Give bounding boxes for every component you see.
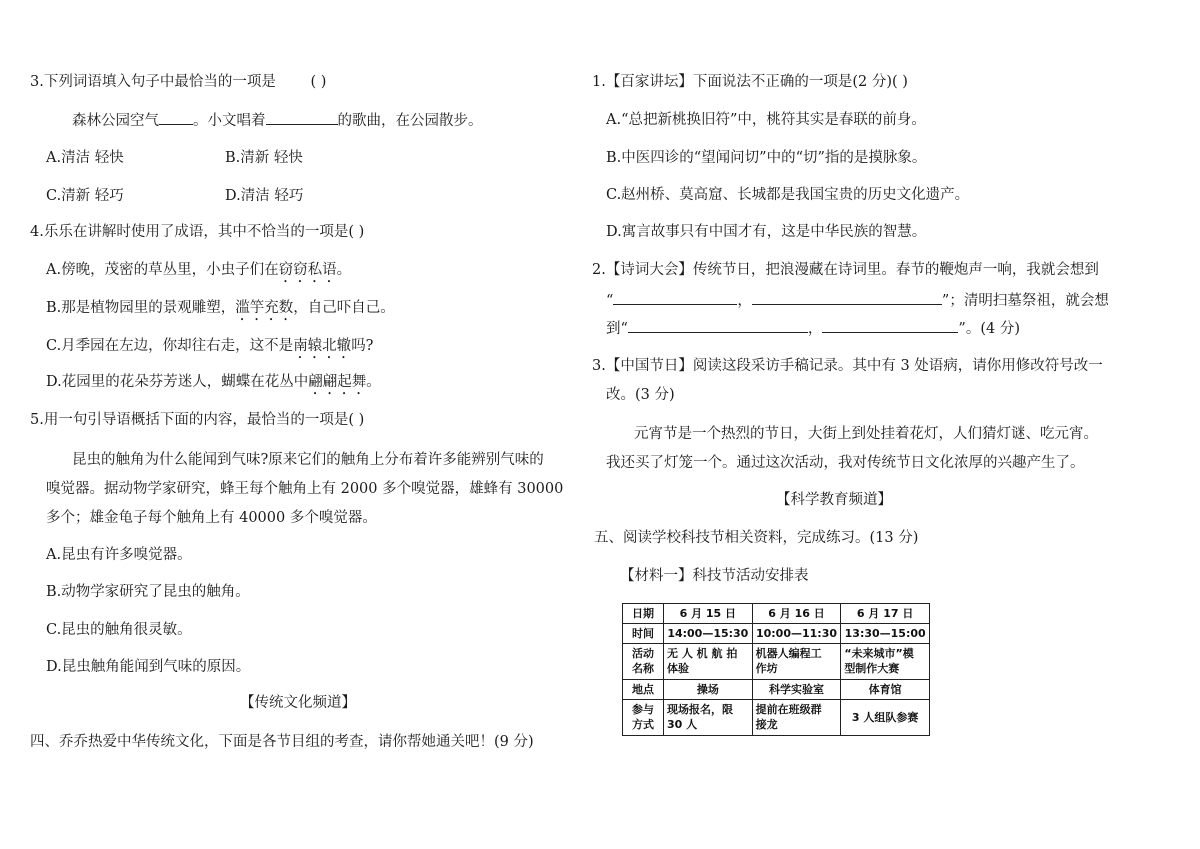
poem-answer-blank[interactable] xyxy=(628,318,808,333)
q3-option-a: A.清洁 轻快 xyxy=(46,150,124,166)
q3-option-d: D.清洁 轻巧 xyxy=(225,188,304,204)
r-q1-option-c: C.赵州桥、莫高窟、长城都是我国宝贵的历史文化遗产。 xyxy=(606,187,970,203)
table-row: 日期 6 月 15 日 6 月 16 日 6 月 17 日 xyxy=(623,604,930,624)
schedule-table xyxy=(622,603,930,736)
r-q1-option-d: D.寓言故事只有中国才有，这是中华民族的智慧。 xyxy=(606,224,927,240)
r-q3-passage[interactable]: 元宵节是一个热烈的节日，大街上到处挂着花灯，人们猜灯谜、吃元宵。 xyxy=(634,426,1098,442)
q5-option-c: C.昆虫的触角很灵敏。 xyxy=(46,622,192,638)
q3-sentence: 森林公园空气 。小文唱着 的歌曲，在公园散步。 xyxy=(72,110,483,131)
r-q2-line: 到“ ， ”。(4 分) xyxy=(606,318,1020,339)
poem-answer-blank[interactable] xyxy=(613,290,737,305)
poem-answer-blank[interactable] xyxy=(822,318,958,333)
q4-option-a: A.傍晚，茂密的草丛里，小虫子们在窃窃私语。 xyxy=(46,262,352,278)
q5-passage-line: 昆虫的触角为什么能闻到气味?原来它们的触角上分布着许多能辨别气味的 xyxy=(72,452,544,468)
r-q1-option-b: B.中医四诊的“望闻问切”中的“切”指的是摸脉象。 xyxy=(606,150,927,166)
section-5-heading: 五、阅读学校科技节相关资料，完成练习。(13 分) xyxy=(594,530,919,546)
r-q3-line: 3.【中国节日】阅读这段采访手稿记录。其中有 3 处语病，请你用修改符号改一 xyxy=(592,358,1103,374)
answer-blank[interactable] xyxy=(159,110,193,125)
r-q2-line: 2.【诗词大会】传统节日，把浪漫藏在诗词里。春节的鞭炮声一响，我就会想到 xyxy=(592,262,1099,278)
r-q1-stem: 1.【百家讲坛】下面说法不正确的一项是(2 分)( ) xyxy=(592,74,908,90)
table-row: 时间 14:00—15:30 10:00—11:30 13:30—15:00 xyxy=(623,623,930,643)
channel-heading-culture: 【传统文化频道】 xyxy=(240,695,356,711)
q5-option-b: B.动物学家研究了昆虫的触角。 xyxy=(46,584,250,600)
q3-option-c: C.清新 轻巧 xyxy=(46,188,124,204)
table-row: 地点 操场 科学实验室 体育馆 xyxy=(623,679,930,699)
q4-option-c: C.月季园在左边，你却往右走，这不是南辕北辙吗? xyxy=(46,338,374,354)
material-1-title: 【材料一】科技节活动安排表 xyxy=(620,568,809,584)
q5-passage-line: 多个；雄金龟子每个触角上有 40000 多个嗅觉器。 xyxy=(46,510,377,526)
r-q1-option-a: A.“总把新桃换旧符”中，桃符其实是春联的前身。 xyxy=(606,112,926,128)
answer-blank[interactable] xyxy=(266,110,338,125)
q4-option-d: D.花园里的花朵芬芳迷人，蝴蝶在花丛中翩翩起舞。 xyxy=(46,374,381,390)
q5-option-d: D.昆虫触角能闻到气味的原因。 xyxy=(46,659,251,675)
r-q3-line: 改。(3 分) xyxy=(606,387,675,403)
q5-option-a: A.昆虫有许多嗅觉器。 xyxy=(46,547,192,563)
q4-stem: 4.乐乐在讲解时使用了成语，其中不恰当的一项是( ) xyxy=(30,224,365,240)
q3-option-b: B.清新 轻快 xyxy=(225,150,303,166)
table-row: 参与 方式 现场报名，限 30 人 提前在班级群 接龙 3 人组队参赛 xyxy=(623,699,930,735)
table-row: 活动 名称 无 人 机 航 拍 体验 机器人编程工 作坊 “未来城市”模 型制作大赛 xyxy=(623,643,930,679)
r-q2-line: “ ， ”；清明扫墓祭祖，就会想 xyxy=(606,290,1109,311)
q5-stem: 5.用一句引导语概括下面的内容，最恰当的一项是( ) xyxy=(30,412,365,428)
r-q3-passage[interactable]: 我还买了灯笼一个。通过这次活动，我对传统节日文化浓厚的兴趣产生了。 xyxy=(606,455,1085,471)
poem-answer-blank[interactable] xyxy=(752,290,942,305)
q3-stem: 3.下列词语填入句子中最恰当的一项是 ( ) xyxy=(30,74,327,90)
q4-option-b: B.那是植物园里的景观雕塑，滥竽充数，自己吓自己。 xyxy=(46,300,395,316)
section-4-heading: 四、乔乔热爱中华传统文化，下面是各节目组的考查，请你帮她通关吧！(9 分) xyxy=(30,734,534,750)
channel-heading-science: 【科学教育频道】 xyxy=(776,492,892,508)
q5-passage-line: 嗅觉器。据动物学家研究，蜂王每个触角上有 2000 多个嗅觉器，雄蜂有 30000 xyxy=(46,481,564,497)
